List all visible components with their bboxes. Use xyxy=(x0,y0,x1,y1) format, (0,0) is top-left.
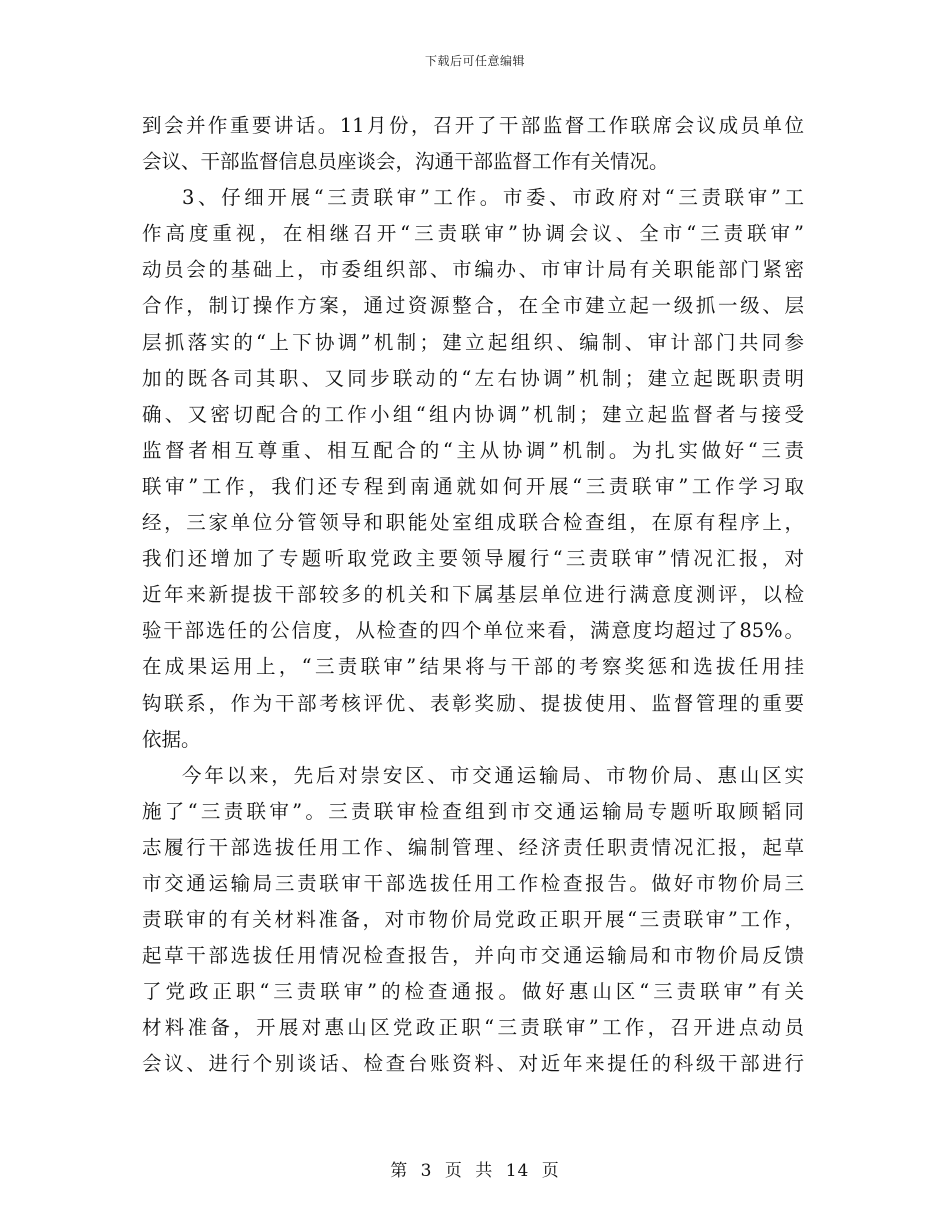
text-line: 经，三家单位分管领导和职能处室组成联合检查组，在原有程序上， xyxy=(142,511,804,535)
text-line: 材料准备，开展对惠山区党政正职“三责联审”工作，召开进点动员 xyxy=(142,1016,804,1040)
text-line: 会议、干部监督信息员座谈会，沟通干部监督工作有关情况。 xyxy=(142,150,669,174)
text-line: 作高度重视，在相继召开“三责联审”协调会议、全市“三责联审” xyxy=(142,222,804,246)
text-line: 会议、进行个别谈话、检查台账资料、对近年来提任的科级干部进行 xyxy=(142,1052,804,1076)
text-line: 志履行干部选拔任用工作、编制管理、经济责任职责情况汇报，起草 xyxy=(142,835,804,859)
page-footer: 第 3 页 共 14 页 xyxy=(390,1161,560,1181)
text-line: 到会并作重要讲话。11月份，召开了干部监督工作联席会议成员单位 xyxy=(142,114,804,137)
text-line: 联审”工作，我们还专程到南通就如何开展“三责联审”工作学习取 xyxy=(142,474,804,498)
page-header: 下载后可任意编辑 xyxy=(424,54,525,68)
text-line: 在成果运用上，“三责联审”结果将与干部的考察奖惩和选拔任用挂 xyxy=(142,655,804,679)
text-line: 近年来新提拔干部较多的机关和下属基层单位进行满意度测评，以检 xyxy=(142,583,804,607)
text-line: 动员会的基础上，市委组织部、市编办、市审计局有关职能部门紧密 xyxy=(142,258,804,282)
text-line: 层抓落实的“上下协调”机制；建立起组织、编制、审计部门共同参 xyxy=(142,330,804,354)
text-line: 钩联系，作为干部考核评优、表彰奖励、提拔使用、监督管理的重要 xyxy=(142,691,804,715)
document-body xyxy=(142,108,804,1083)
text-line: 合作，制订操作方案，通过资源整合，在全市建立起一级抓一级、层 xyxy=(142,294,804,318)
text-line: 市交通运输局三责联审干部选拔任用工作检查报告。做好市物价局三 xyxy=(142,871,804,895)
text-line: 3、仔细开展“三责联审”工作。市委、市政府对“三责联审”工 xyxy=(182,186,804,210)
text-line: 依据。 xyxy=(142,727,201,751)
text-line: 起草干部选拔任用情况检查报告，并向市交通运输局和市物价局反馈 xyxy=(142,944,804,968)
text-line: 确、又密切配合的工作小组“组内协调”机制；建立起监督者与接受 xyxy=(142,402,804,426)
text-line: 责联审的有关材料准备，对市物价局党政正职开展“三责联审”工作， xyxy=(142,908,804,932)
text-line: 今年以来，先后对崇安区、市交通运输局、市物价局、惠山区实 xyxy=(182,763,804,787)
text-line: 监督者相互尊重、相互配合的“主从协调”机制。为扎实做好“三责 xyxy=(142,438,804,462)
text-line: 我们还增加了专题听取党政主要领导履行“三责联审”情况汇报，对 xyxy=(142,547,804,571)
text-line: 验干部选任的公信度，从检查的四个单位来看，满意度均超过了85%。 xyxy=(142,619,804,643)
text-line: 施了“三责联审”。三责联审检查组到市交通运输局专题听取顾韬同 xyxy=(142,799,804,823)
text-line: 了党政正职“三责联审”的检查通报。做好惠山区“三责联审”有关 xyxy=(142,980,804,1004)
text-line: 加的既各司其职、又同步联动的“左右协调”机制；建立起既职责明 xyxy=(142,366,804,390)
